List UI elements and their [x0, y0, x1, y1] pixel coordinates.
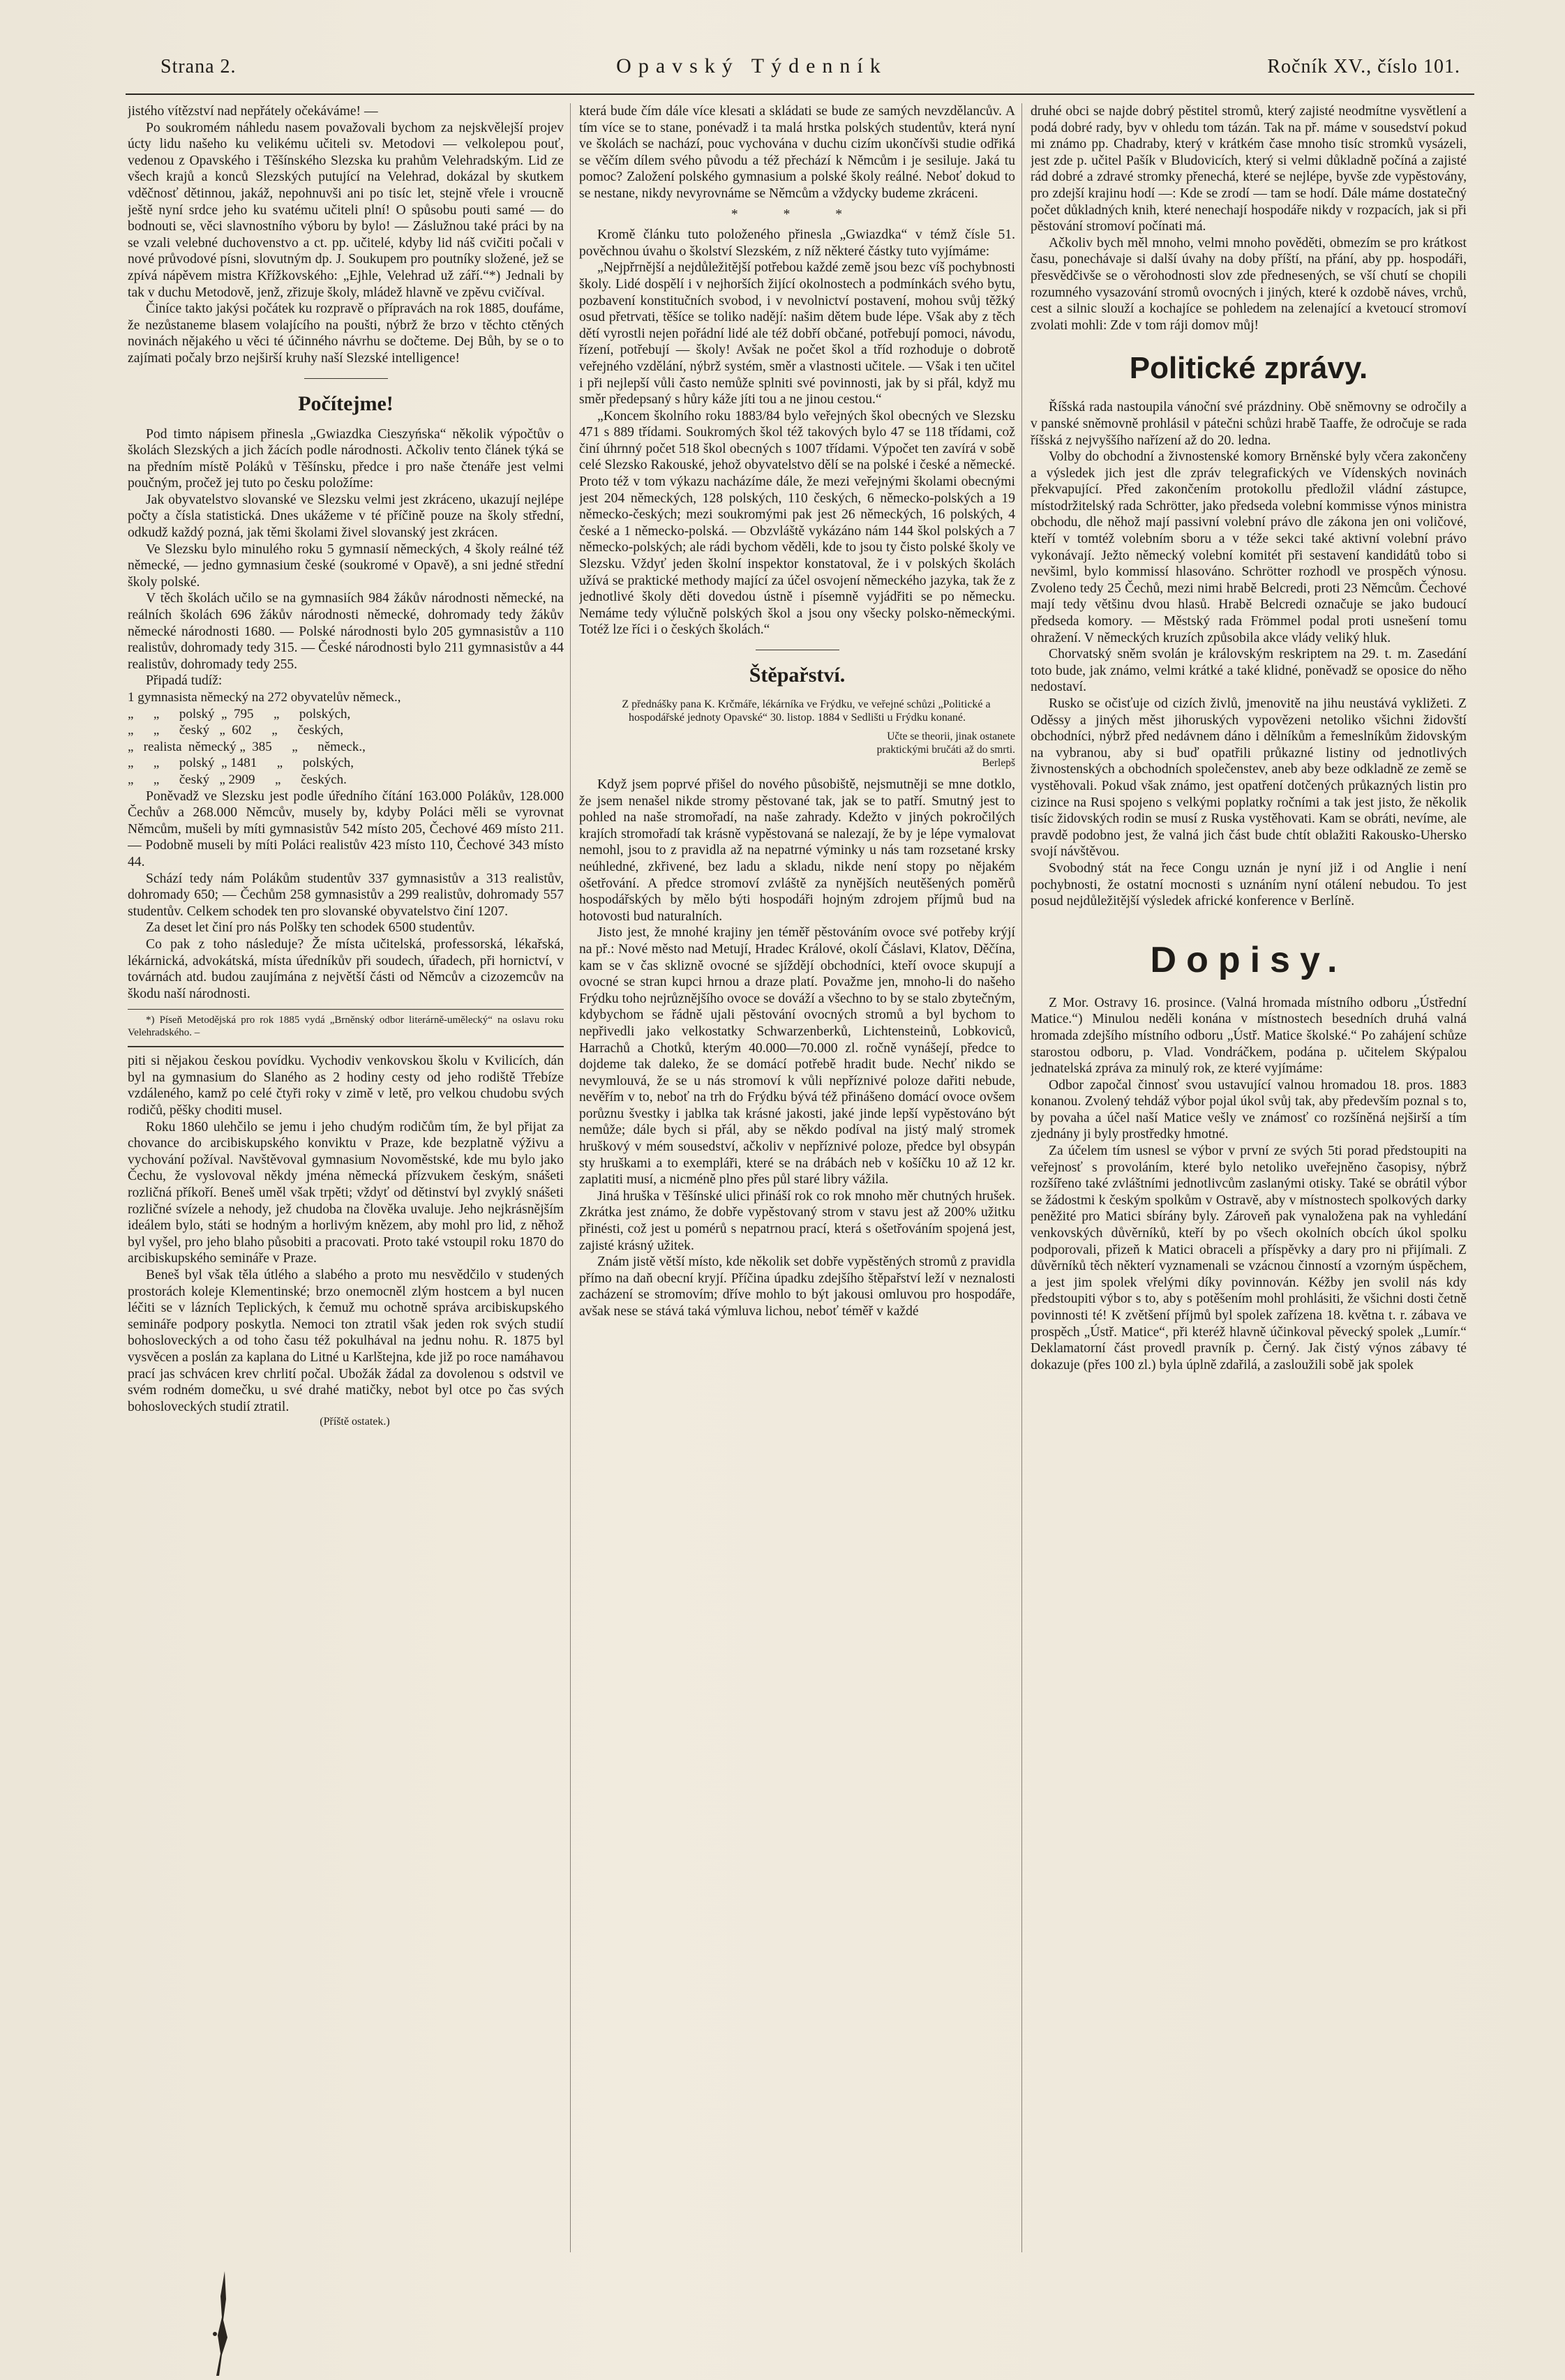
column-2 [579, 103, 1015, 2252]
paragraph: Znám jistě větší místo, kde několik set dobře vypěstěných stromů z pravidla přímo na daň obecní kryjí. Příčina úpadku zdejšího štěpařství leží v neznalosti zacházení se stromovím; dříve mohlo to být jakousi omluvou pro hospodáře, avšak nese se stává taká výmluva lichou, neboť téměř v každé [579, 1255, 1015, 1319]
paragraph: která bude čím dále více klesati a skládati se bude ze samých nevzdělancův. A tím více se to stane, ponévadž i ta malá hrstka polských studentův, která nyní ve školách se nachází, pouc vychována v duchu cizím ukončívši studie odřiká se věčím dílem svého původu a též přechází k Němcům i je sesiluje. Jaká tu pomoc? Založení polského gymnasium a polské školy reálné. Neboť dokud to se nestane, nikdy nevyrovnáme se Němcům a vždycky budeme zkráceni. [579, 104, 1015, 201]
paragraph: „Koncem školního roku 1883/84 bylo veřejných škol obecných ve Slezsku 471 s 889 třídami. Soukromých škol též takových bylo 47 se 118 třídami, což činí úhrnný počet 518 škol obecných s 1007 třídami. Výpočet ten zavírá v sobě celé Slezsko Rakouské, jehož obyvatelstvo dělí se na polské i české a německé. Proto též v tom výkazu nacházíme dále, že mezi veřejnými školami obecnými jest 204 německých, 128 polských, 110 českých, 6 německo-polských a 19 německo-českých; mezi soukromými pak jest 26 německých, 16 polských, 4 české a 1 německo-polská. — Obzvláště vykázáno nám 144 škol polských a 7 německo-polských; ale rádi bychom věděli, kde to jsou ty čisto polské školy ve Slezsku. Vždyť jeden školní inspektor konstatoval, že i v polských školách užívá se praktické methody mající za účel osvojení německého jazyka, tak že z jednotlivé školy děti dovedou ústně i písemně vyjádřiti se po německu. Nemáme tedy výlučně polských škol a jsou ony všecky polsko-německými. Totéž lze říci i o českých školách.“ [579, 408, 1015, 638]
motto [663, 730, 1015, 770]
paragraph: Po soukromém náhledu nasem považovali bychom za nejskvělejší projev úcty lidu našeho ku velikému učiteli sv. Metodovi — velkolepou pouť, vedenou z Opavského i Těšínského Slezska ku prahům Velehradským. Lid ze všech krajů a konců Slezských putující na Velehrad, dokázal by skutkem vděčnosť dětinnou, jakáž, nepohnuvši ani po tisíc let, stejně vřele i vroucně ještě nyní srdce jeho ku svatému učiteli plní! O spůsobu pouti samé — do bodnouti se, věci slavnostního výboru by bylo! — Záslužnou také práci by na se vzali velebné duchovenstvo a ct. pp. učitelé, kdyby lid náš cvičiti počali v nové průvodové písni, slovutným dp. J. Soukupem pro poutníky složené, jež se zpívá nápěvem mistra Křížkovského: „Ejhle, Velehrad už září.“*) Jednali by tak v duchu Metodově, jenž, zřizuje školy, mládež hlavně ve zpěvu cvičíval. [128, 120, 564, 300]
paragraph: Ve Slezsku bylo minulého roku 5 gymnasií německých, 4 školy reálné též německé, — jedno gymnasium české (soukromé v Opavě), a sni jedné střední školy polské. [128, 541, 564, 590]
masthead [160, 54, 1460, 87]
column-divider [1021, 103, 1022, 2252]
footnote-rule [128, 1009, 564, 1010]
article-title: Štěpařství. [749, 664, 846, 687]
paragraph: Když jsem poprvé přišel do nového působiště, nejsmutněji se mne dotklo, že jsem nenašel nikde stromy pěstované tak, jak se to patří. Smutný jest to pohled na naše stromořadí, na naše zahrady. Kdežto v jiných pokročilých krajích stromořadí tak krásně vypěstovaná se nalezají, že by je lépe vymalovat nemohl, jsou to z pravidla až na nepatrné výminky u nás tam rozsetané krsky neúhledné, zkřivené, bez ladu a skladu, nikde není stopy po nějakém ošetřování. A předce stromoví zvláště za nynějších neutěšených poměrů hospodářských by mělo býti hospodáři hojným zdrojem příjmů bud na hotovosti bud naturalních. [579, 777, 1015, 924]
column-divider [570, 103, 571, 2252]
stat-row: „ „ český „ 602 „ českých, [128, 723, 344, 738]
paragraph: piti si nějakou českou povídku. Vychodiv venkovskou školu v Kvilicích, dán byl na gymnasium do Slaného as 2 hodiny cesty od jeho rodiště Třebíze vzdáleného, kamž po celé čtyři roky v zimě v letě, pro velkou chudobu svých rodičů, pěšky choditi musel. [128, 1054, 564, 1118]
column-1 [128, 103, 564, 2252]
paragraph: Svobodný stát na řece Congu uznán je nyní již i od Anglie i není pochybnosti, že ostatní mocnosti s uznáním nyní otálení nebudou. To jest posud nejdůležitější výsledek africké konference v Berlíně. [1031, 860, 1467, 909]
paragraph: Připadá tudíž: [146, 673, 223, 689]
paragraph: Jisto jest, že mnohé krajiny jen téměř pěstováním ovoce své potřeby krýjí na př.: Nové město nad Metují, Hradec Králové, okolí Čáslavi, Klatov, Děčína, kam se v čas sklizně ovocné se sjíždějí obchodníci, kteří ovoce skupují a ovocné se stran kupci hrnou a draze platí. Považme jen, mnoho-li do našeho Frýdku toho nejrůznějšího ovoce se dováží a všechno to by se stalo zbytečným, kdybychom se řádně ujali pěstování ovocných stromů a byl bychom to nepřivedli jako velkostatky Schwarzenberků, Lichtensteinů, Lobkoviců, Harrachů a Chotků, kterým 40.000—70.000 zl. ročně vynášejí, předce to dojdeme tak daleko, že se domácí potřebě hradit bude. Nechť nikdo se nevymlouvá, že se u nás stromoví k vůli nepříznivé poloze dařiti nebude, nevěřím v to, neboť na trh do Frýdku bývá též přinášeno domácí ovoce ovšem porůznu švestky i jablka tak krásné jakosti, jaké jinde lepší vypěstováno být nemůže; dále bych si přál, aby se někdo podíval na jistý malý stromek hruškový v mém sousedství, ačkoliv v nepříznivé poloze, předce byl obsypán sty hruškami a to exempláři, které se na drábách neb v košíčku 10 až 12 kr. zaplatiti musí, a nicméně plno přes půl staré libry vážila. [579, 925, 1015, 1188]
paragraph: Volby do obchodní a živnostenské komory Brněnské byly včera zakončeny a výsledek jich jest dle zpráv telegrafických ve Vídenských novinách překvapující. Před zakončením protokollu předložil vládní zástupce, místodržitelský rada Schrötter, jako předseda volební kommisse výnos ministra obchodu, dle něhož mají passivní volební právo dle zákona jen oni voličové, kteří v tomtéž volebním sboru a v téže sekci také aktivní volební právo vykonávají. Ježto německý volební komitét při sestavení kandidátů tobo si nevšiml, bylo kommissí hlasováno. Schrötter rozhodl ve prospěch výnosu. Zvoleno tedy 25 Čechů, mezi nimi hrabě Belcredi, proti 23 Němcům. Čechové mají tedy většinu dvou hlasů. Hrabě Belcredi označuje se jako budoucí předseda komory. — Městský rada Frömmel podal proti usnešení tomu ohražení. V německých kruzích způsobila akce vlády veliký hluk. [1031, 449, 1467, 645]
paragraph: Jak obyvatelstvo slovanské ve Slezsku velmi jest zkráceno, ukazují nejlépe počty a čísla statistická. Dnes ukážeme v té příčině pouze na školy střední, odkudž každý pozná, jak těmi školami živel slovanský jest zkrácen. [128, 492, 564, 541]
stat-row: „ realista německý „ 385 „ německ., [128, 739, 366, 754]
paragraph: Ačkoliv bych měl mnoho, velmi mnoho pověděti, obmezím se pro krátkost času, ponechávaje si další úvahy na doby příští, na přání, aby pp. hospodáři, přesvědčivše se o věrohodnosti slov zde přednesených, se vší chutí se chopili rozumného vysazování stromů ovocných i jiných, které k ozdobě náves, vrchů, cest a silnic slouží a kochajíce se pohledem na zelenající a kvetoucí stromoví zvolati mohli: Zde v tom ráji domov můj! [1031, 235, 1467, 333]
volume-issue: Ročník XV., číslo 101. [1267, 56, 1460, 77]
ink-blot [209, 2271, 237, 2376]
section-title: Politické zprávy. [1129, 351, 1368, 386]
motto-line: Učte se theorii, jinak ostanete [887, 731, 1015, 742]
stat-row: „ „ polský „ 1481 „ polských, [128, 756, 354, 771]
paragraph: Schází tedy nám Polákům studentův 337 gymnasistův a 313 realistův, dohromady 650; — Čechům 258 gymnasistův a 299 realistův, dohromady 557 studentův. Celkem schodek ten pro slovanské obyvatelstvo činí 1207. [128, 871, 564, 919]
paragraph: Z Mor. Ostravy 16. prosince. (Valná hromada místního odboru „Ústřední Matice.“) Minulou neděli konána v místnostech besedních druhá valná hromada zdejšího místního odboru „Ústř. Matice školské.“ Po zahájení schůze starostou odboru, p. Vlad. Vondráčkem, podána p. učitelem Skýpalou jednatelská zpráva za minulý rok, ze které vyjímáme: [1031, 995, 1467, 1077]
paragraph: Říšská rada nastoupila vánoční své prázdniny. Obě sněmovny se odročily a v panské sněmovně prohlásil v pátečni schůzi hrabě Taaffe, že odročuje se rada říšská z nejvyššího nařízení až do 20. ledna. [1031, 400, 1467, 448]
newspaper-title: Opavský Týdenník [616, 54, 888, 77]
paragraph: Za účelem tím usnesl se výbor v první ze svých 5ti porad předstoupiti na veřejnosť s provoláním, které bylo netoliko uveřejněno časopisy, nýbrž rozšířeno také zvláštními jednotlivcům zaslanými otisky. Také se obrátil výbor se žádostmi k českým spolkům v Ostravě, aby v místnostech spolkových darky peněžité pro Matici sbírány byly. Zároveň pak vynaložena pak na vyhledání venkovských důvěrníků, kteří by po všech okolních obcích úkol spolku podporovali, přizeň k Matici obraceli a příspěvky a dary pro ni přijímali. Z důvěrníků těch některí vyznamenali se vzácnou činností a vzorným úspěchem, a jest jim spolek vřelými díky povinnován. Kéžby jen svolil nás kdy předstoupiti výbor s to, aby s potěšením mohl prohlásiti, že všichni dosti četně povinnosti té! K zvětšení příjmů byl spolek zařízena 18. května t. r. zábava ve prospěch „Ústř. Matice“, při kteréž hlavně účinkoval pěvecký spolek „Lumír.“ Deklamatorní část provedl pravník p. Černý. Jak čistý výnos zábavy té dokazuje (přes 100 zl.) byla úplně zdařilá, a zasloužili sobě jak spolek [1031, 1144, 1467, 1372]
statistics-list [128, 689, 564, 788]
stat-row: 1 gymnasista německý na 272 obyvatelův německ., [128, 690, 401, 705]
paragraph: Poněvadž ve Slezsku jest podle úředního čítání 163.000 Polákův, 128.000 Čechův a 268.000 Němcův, musely by, kdyby Poláci měli se vyrovnat Němcům, mušeli by míti gymnasistův 542 místo 205, Čechové 469 místo 211. — Podobně museli by míti Poláci realistův 423 místo 110, Čechové 343 místo 44. [128, 788, 564, 869]
paragraph: Za deset let činí pro nás Polšky ten schodek 6500 studentův. [146, 920, 475, 936]
header-rule [126, 93, 1474, 95]
motto-author: Berlepš [982, 757, 1015, 769]
section-title: Dopisy. [1150, 939, 1347, 980]
paragraph: jistého vítězství nad nepřátely očekáváme! — [128, 104, 378, 119]
paragraph: Rusko se očisťuje od cizích živlů, jmenovitě na jihu neustává vykližeti. Z Oděssy a jiných měst jihoruských vypovězeni netoliko všichni židovští obchodníci, nýbrž před nedávnem dáno i dělníkům a řemeslníkům židovským na vybranou, aby si buď opatřili průkazné listiny od jednotlivých živnostenských a obchodních společenstev, aneb aby beze odkladně ze země se vystěhovali. Pokud však známo, jest opatření dotčených průkazných listin pro cizince na Rusi spojeno s velkými poplatky ročními a tak jest jisto, že několik tisíc židovských rodin se musí z Ruska vystěhovati. Kam se obráti, nevíme, ale pravdě podobno jest, že valná jich část bude chtít oblažiti Rakousko-Uhersko svojí návštěvou. [1031, 696, 1467, 860]
feuilleton-rule [128, 1046, 564, 1047]
paragraph: Co pak z toho následuje? Že místa učitelská, professorská, lékařská, lékárnická, advokátská, místa úředníkův při soudech, úřadech, při hornictví, v továrnách atd. budou zaujímána z největší části od Němcův a cizozemcův na škodu naší národnosti. [128, 936, 564, 1001]
column-3 [1031, 103, 1467, 2252]
continued-note: (Příště ostatek.) [320, 1416, 390, 1428]
paragraph: druhé obci se najde dobrý pěstitel stromů, který zajisté neodmítne vysvětlení a podá dobré rady, byv v ohledu tom tázán. Tak na př. máme v sousedství pokud mi známo pp. Chadraby, který v krátkém čase mnoho tisíc stromků vysázeli, jest zde p. učitel Pašík v Bludovicích, který si velmi důkladně počíná a zajisté rád dobré a zdravé stromky přenechá, které se nejlépe, byvše zde vypěstovány, pro zdejší krajinu hodí —: Kde se zrodí — tam se hodí. Dále máme dostatečný počet důkladných knih, které nenechají hospodáře nikdy v rozpacích, jak si při pěstování stromoví počínati má. [1031, 104, 1467, 234]
stat-row: „ „ český „ 2909 „ českých. [128, 772, 347, 787]
footnote: *) Píseň Metodějská pro rok 1885 vydá „Brněnský odbor literárně-umělecký“ na oslavu roku Velehradského. – [128, 1015, 564, 1039]
article-source: Z přednášky pana K. Krčmáře, lékárníka ve Frýdku, ve veřejné schůzi „Politické a hospodářské jednoty Opavské“ 30. listop. 1884 v Sedlišti u Frýdku konané. [622, 698, 991, 724]
paragraph: Pod timto nápisem přinesla „Gwiazdka Cieszyńska“ několik výpočtův o školách Slezských a jich žácích podle národnosti. Ačkoliv tento článek týká se na předním místě Poláků v Těšínsku, předce i pro naše čtenáře jest velmi poučným, pročež jej tuto po česku položíme: [128, 426, 564, 491]
paragraph: „Nejpřrnější a nejdůležitější potřebou každé země jsou bezc víš pochybnosti školy. Lidé dospělí i v nejhorších žijící okolnostech a podmínkách svého bytu, pozbavení konstitučních svobod, i v nevolnictví postavení, mohou svůj těžký osud přetrvati, těšíce se toliko nadějí: našim dětem bude lépe. Však aby z těch dětí vyrostli nejen pořádní lidé ale též dobří občané, potřebují pomoci, návodu, řízení, potřebují — školy! Avšak ne počet škol a tříd rozhoduje o dobrotě veřejného vzdělání, nýbrž systém, směr a vlastnosti učitele. — Však i ten učitel i při nejlepší vůli často nemůže splniti své povinnosti, jak by si přál, když mu směr předepsaný s hůry káže jíti tou a ne jinou cestou.“ [579, 260, 1015, 407]
paragraph: Chorvatský sněm svolán je královským reskriptem na 29. t. m. Zasedání toto bude, jak známo, velmi krátké a také klidné, poněvadž se oposice do něho nedostaví. [1031, 647, 1467, 695]
paragraph: Kromě článku tuto položeného přinesla „Gwiazdka“ v témž čísle 51. pověchnou úvahu o školství Slezském, z níž některé částky tuto vyjímáme: [579, 227, 1015, 259]
stat-row: „ „ polský „ 795 „ polských, [128, 706, 351, 721]
paragraph: V těch školách učilo se na gymnasiích 984 žákův národnosti německé, na reálních školách 696 žákův národnosti německé, dohromady tedy žákův německé národnosti 1680. — Polské národnosti bylo 205 gymnasistův a 110 realistův, dohromady tedy 315. — České národnosti bylo 211 gymnasistův a 44 realistův, dohromady tedy 255. [128, 591, 564, 672]
paragraph: Činíce takto jakýsi počátek ku rozpravě o přípravách na rok 1885, doufáme, že nezůstaneme blasem volajícího na poušti, nýbrž že brzo v těchto ctěných novinách nějakého u věci té účinného návrhu se dočteme. Dej Bůh, by se o to zajímati počaly brzo nejširší kruhy naší Slezské intelligence! [128, 301, 564, 366]
paragraph: Jiná hruška v Těšínské ulici přináší rok co rok mnoho měr chutných hrušek. Zkrátka jest známo, že dobře vypěstovaný strom v stavu jest až 200% užitku přinésti, což jest u pomérů s nepatrnou prací, která s ošetřováním spojená jest, zajisté krásný užitek. [579, 1188, 1015, 1253]
stars-divider: * * * [731, 207, 864, 222]
paragraph: Odbor započal činnosť svou ustavující valnou hromadou 18. pros. 1883 konanou. Zvolený tehdáž výbor pojal úkol svůj tak, aby především poznal s to, by povaha a účel naší Matice vešly ve známosť co rozšíněná nejširší a tím zjednány ji byly prostředky hmotné. [1031, 1077, 1467, 1142]
motto-line: praktickými bručáti až do smrti. [876, 744, 1015, 756]
paragraph: Roku 1860 ulehčilo se jemu i jeho chudým rodičům tím, že byl přijat za chovance do arcibiskupského konviktu v Praze, kde bezplatně výživu a vychování požíval. Navštěvoval gymnasium Novoměstské, kde mu bylo jako Čechu, že vyslovoval někdy jména německá přízvukem českým, snášeti rozličná příkoří. Beneš uměl však trpěti; vždyť od dětinství byl zvyklý snášeti rozličné svízele a nehody, jež chudoba na člověka uvaluje. Jeho nejkrásnějším ideálem bylo, státi se hodným a horlivým knězem, aby mohl pro lid, z něhož byl vyšel, pro jeho blaho působiti a pracovati. Proto také vstoupil roku 1870 do arcibiskupského semináře v Praze. [128, 1119, 564, 1266]
page-number: Strana 2. [160, 56, 237, 77]
paragraph: Beneš byl však těla útlého a slabého a proto mu nesvědčilo v studených prostorách koleje Klementinské; brzo onemocněl zlým hostcem a byl nucen léčiti se v lázních Teplických, k čemuž mu ochotně správa arcibiskupského semináře podpory poskytla. Nemoci ton ztratil však jeden rok svých studií bohosloveckých a od toho času též pokulhával na jednu nohu. R. 1875 byl vysvěcen a poslán za kaplana do Litné u Karlštejna, kde již po roce namáhavou prací jas schvácen krev chrlití počal. Ubožák žádal za dovolenou s odstvil ve svém rodném domečku, u své drahé matičky, nebot byl otce po čas svých bohosloveckých studií ztratil. [128, 1268, 564, 1414]
article-title: Počítejme! [298, 391, 394, 415]
section-divider [304, 378, 388, 379]
